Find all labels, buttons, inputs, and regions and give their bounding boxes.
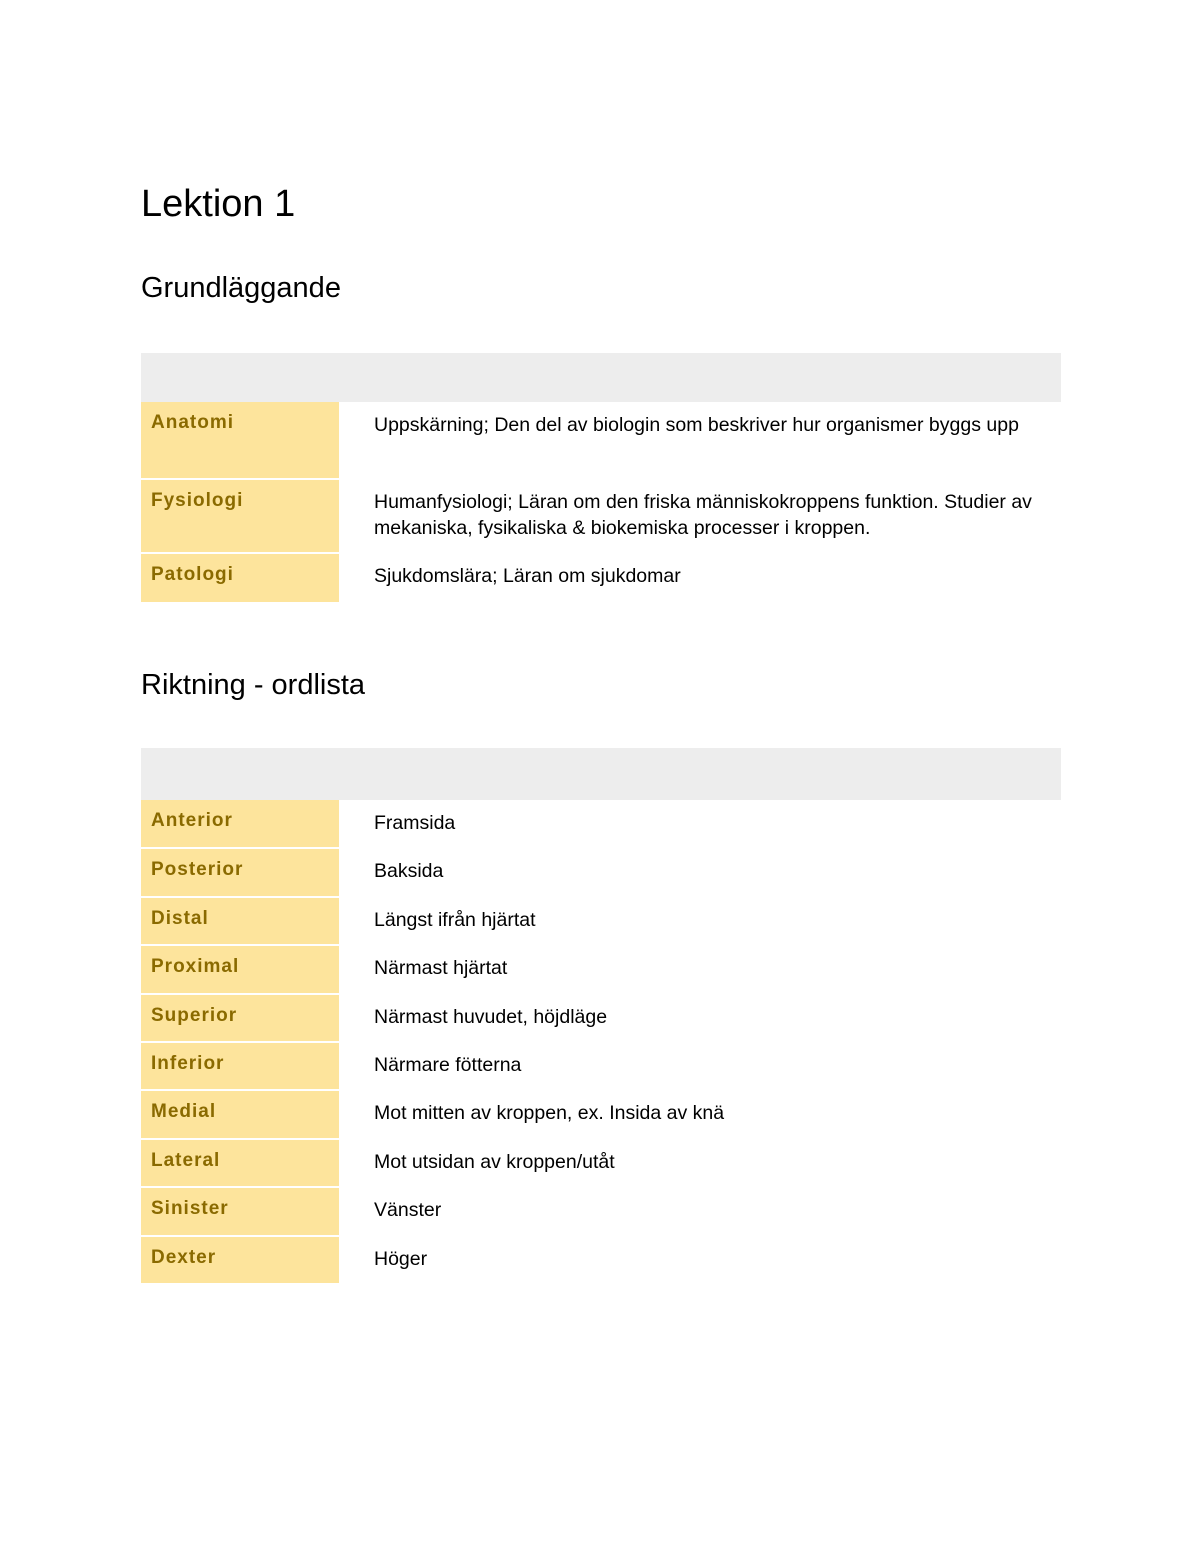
table-row — [141, 800, 1061, 848]
table-row — [141, 897, 1061, 945]
table-row — [141, 945, 1061, 993]
header-cell-term — [141, 748, 340, 800]
table-row — [141, 1090, 1061, 1138]
table-row — [141, 1236, 1061, 1284]
table-row — [141, 1139, 1061, 1187]
term-cell: Sinister — [141, 1187, 340, 1235]
table-row — [141, 1042, 1061, 1090]
term-cell: Anatomi — [141, 402, 340, 479]
header-cell-definition — [340, 748, 1061, 800]
definition-cell: Sjukdomslära; Läran om sjukdomar — [340, 553, 1061, 603]
term-cell: Anterior — [141, 800, 340, 848]
table-row — [141, 848, 1061, 896]
table-row — [141, 402, 1061, 479]
definition-cell: Uppskärning; Den del av biologin som beskriver hur organismer byggs upp — [340, 402, 1061, 479]
table-header-row — [141, 748, 1061, 800]
definition-cell: Humanfysiologi; Läran om den friska människokroppens funktion. Studier av mekaniska, fysikaliska & biokemiska processer i kroppen. — [340, 479, 1061, 553]
term-cell: Superior — [141, 994, 340, 1042]
table-row — [141, 479, 1061, 553]
definition-cell: Mot utsidan av kroppen/utåt — [340, 1139, 1061, 1187]
term-cell: Fysiologi — [141, 479, 340, 553]
definition-cell: Höger — [340, 1236, 1061, 1284]
term-cell: Medial — [141, 1090, 340, 1138]
term-cell: Inferior — [141, 1042, 340, 1090]
term-cell: Distal — [141, 897, 340, 945]
definition-cell: Närmare fötterna — [340, 1042, 1061, 1090]
glossary-table-grundlaggande — [141, 353, 1061, 604]
table-row — [141, 553, 1061, 603]
term-cell: Lateral — [141, 1139, 340, 1187]
table-header-row — [141, 353, 1061, 402]
definition-cell: Längst ifrån hjärtat — [340, 897, 1061, 945]
term-cell: Patologi — [141, 553, 340, 603]
definition-cell: Närmast huvudet, höjdläge — [340, 994, 1061, 1042]
glossary-table-riktning — [141, 748, 1061, 1285]
definition-cell: Framsida — [340, 800, 1061, 848]
page-title: Lektion 1 — [141, 183, 296, 225]
definition-cell: Närmast hjärtat — [340, 945, 1061, 993]
table-row — [141, 1187, 1061, 1235]
section-heading-riktning: Riktning - ordlista — [141, 669, 366, 701]
section-heading-grundlaggande: Grundläggande — [141, 272, 341, 304]
definition-cell: Mot mitten av kroppen, ex. Insida av knä — [340, 1090, 1061, 1138]
definition-cell: Baksida — [340, 848, 1061, 896]
header-cell-term — [141, 353, 340, 402]
term-cell: Proximal — [141, 945, 340, 993]
term-cell: Dexter — [141, 1236, 340, 1284]
header-cell-definition — [340, 353, 1061, 402]
definition-cell: Vänster — [340, 1187, 1061, 1235]
table-row — [141, 994, 1061, 1042]
term-cell: Posterior — [141, 848, 340, 896]
